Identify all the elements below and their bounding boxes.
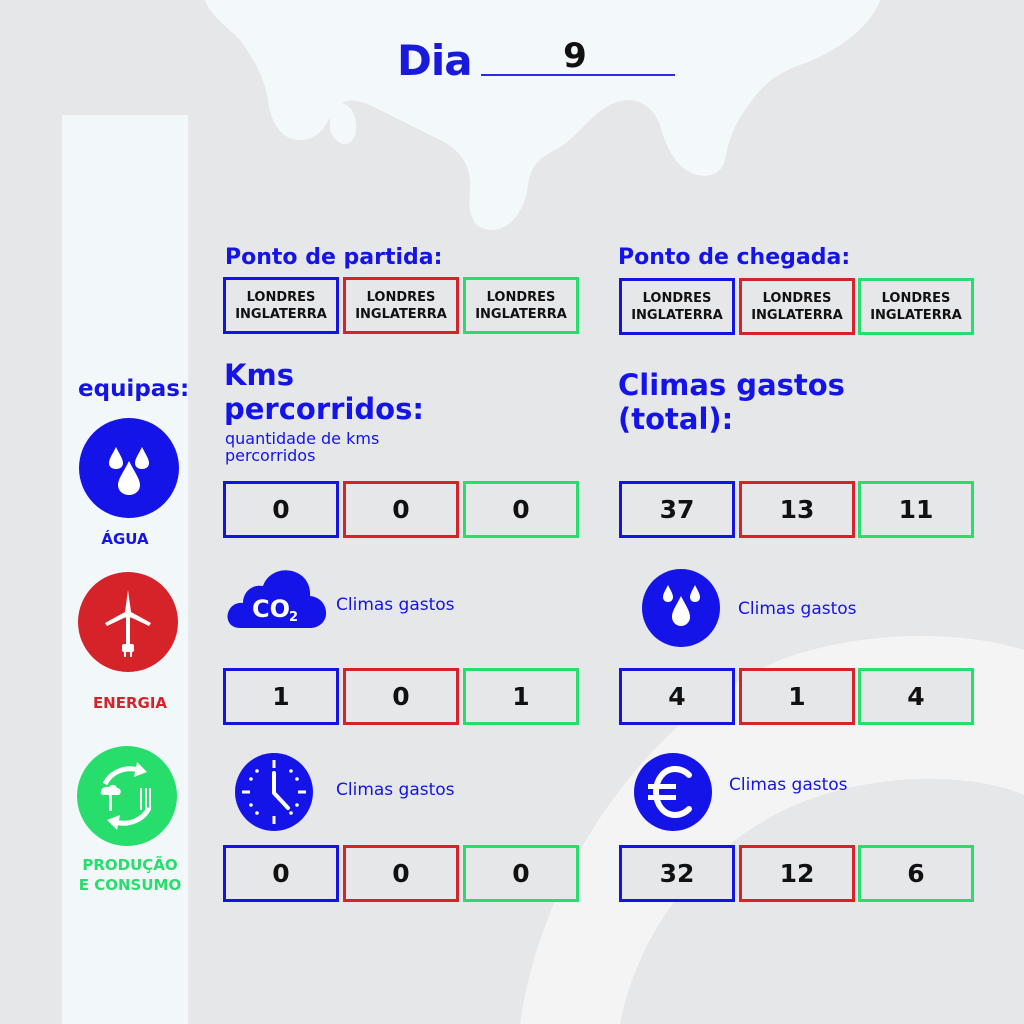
water-spent-label: Climas gastos: [738, 599, 857, 619]
climas-total-title: Climas gastos (total):: [618, 368, 845, 436]
euro-icon: [634, 753, 712, 831]
day-value: 9: [563, 36, 587, 76]
recycle-cutlery-icon: [85, 754, 169, 838]
teams-title: equipas:: [78, 376, 190, 402]
team-energy-icon: [78, 572, 178, 672]
end-point-title: Ponto de chegada:: [618, 245, 851, 270]
co2-cloud-icon: [226, 566, 328, 630]
water-drops-icon: [642, 569, 720, 647]
kms-value-blue: 0: [223, 481, 339, 538]
start-box-blue: LONDRES INGLATERRA: [223, 277, 339, 334]
start-box-red: LONDRES INGLATERRA: [343, 277, 459, 334]
team-water-icon: [79, 418, 179, 518]
co2-value-blue: 1: [223, 668, 339, 725]
start-point-title: Ponto de partida:: [225, 245, 443, 270]
time-label: Climas gastos: [336, 780, 455, 800]
climas-total-red: 13: [739, 481, 855, 538]
team-production-icon: [77, 746, 177, 846]
euro-value-red: 12: [739, 845, 855, 902]
team-water-label: ÁGUA: [101, 530, 149, 548]
co2-value-green: 1: [463, 668, 579, 725]
team-energy-label: ENERGIA: [92, 694, 168, 712]
kms-value-green: 0: [463, 481, 579, 538]
water-spent-red: 1: [739, 668, 855, 725]
start-box-green: LONDRES INGLATERRA: [463, 277, 579, 334]
wind-turbine-icon: [93, 582, 163, 662]
co2-icon-text: CO: [252, 595, 291, 623]
time-value-red: 0: [343, 845, 459, 902]
climas-total-green: 11: [858, 481, 974, 538]
kms-subtitle: quantidade de kms percorridos: [225, 429, 380, 465]
climas-total-blue: 37: [619, 481, 735, 538]
co2-icon-subscript: 2: [289, 610, 299, 625]
euro-value-green: 6: [858, 845, 974, 902]
team-production-label-line2: E CONSUMO: [78, 876, 182, 894]
kms-value-red: 0: [343, 481, 459, 538]
end-box-blue: LONDRES INGLATERRA: [619, 278, 735, 335]
euro-label: Climas gastos: [729, 775, 848, 795]
clock-icon: [235, 753, 313, 831]
team-production-label-line1: PRODUÇÃO: [82, 856, 178, 874]
time-value-blue: 0: [223, 845, 339, 902]
euro-value-blue: 32: [619, 845, 735, 902]
end-box-red: LONDRES INGLATERRA: [739, 278, 855, 335]
water-drops-icon: [94, 433, 164, 503]
co2-value-red: 0: [343, 668, 459, 725]
day-label: Dia: [397, 36, 472, 85]
water-spent-blue: 4: [619, 668, 735, 725]
water-spent-green: 4: [858, 668, 974, 725]
end-box-green: LONDRES INGLATERRA: [858, 278, 974, 335]
team-production-label: [60, 856, 200, 894]
kms-title: Kms percorridos:: [224, 358, 424, 426]
co2-label: Climas gastos: [336, 595, 455, 615]
time-value-green: 0: [463, 845, 579, 902]
